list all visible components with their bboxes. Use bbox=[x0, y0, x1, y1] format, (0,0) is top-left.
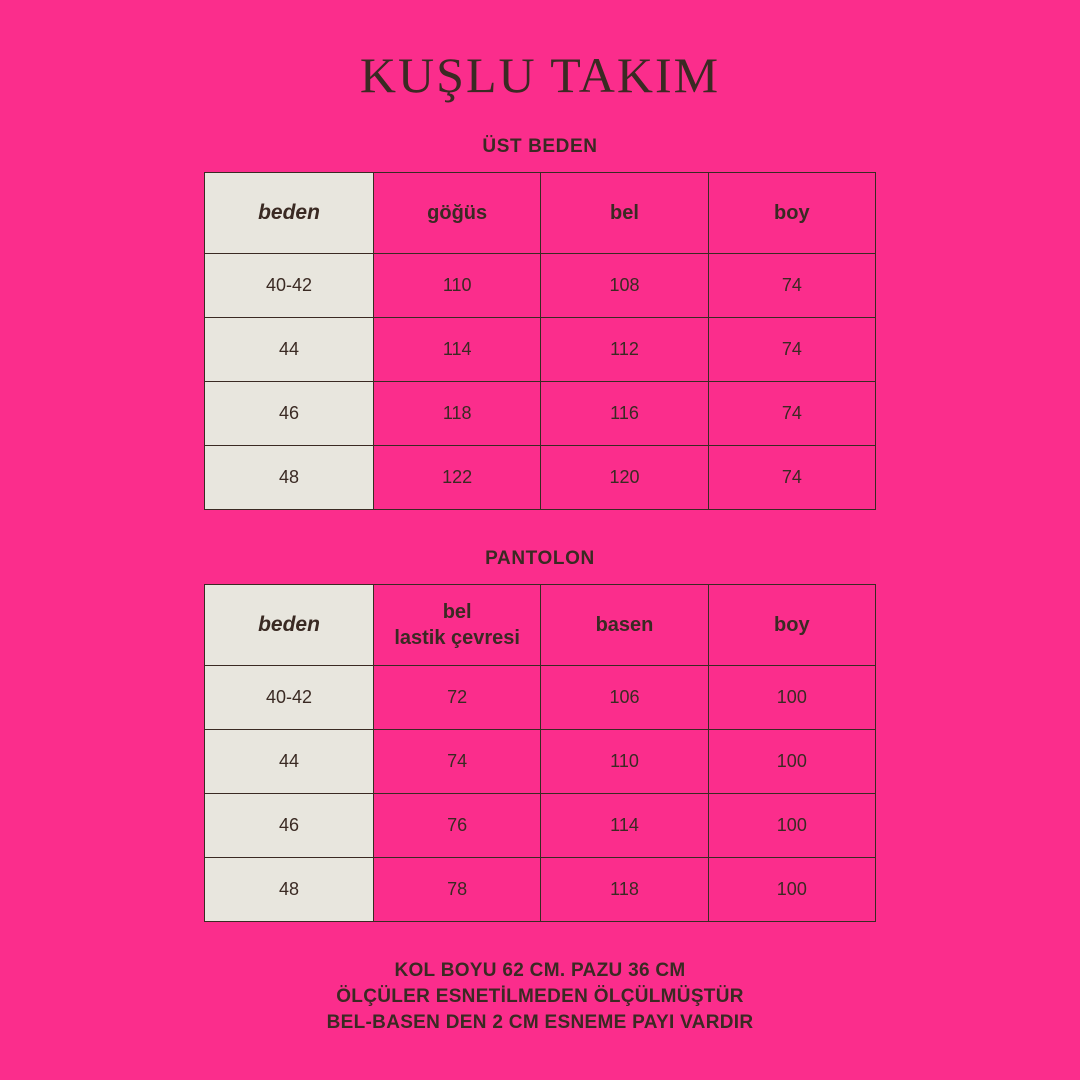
lower-size-table bbox=[204, 584, 876, 922]
cell-boy: 100 bbox=[708, 666, 875, 730]
upper-table-wrapper bbox=[204, 172, 876, 510]
header-bel-sublabel: lastik çevresi bbox=[394, 627, 520, 649]
note-line-2: ÖLÇÜLER ESNETİLMEDEN ÖLÇÜLMÜŞTÜR bbox=[336, 986, 744, 1008]
upper-size-table bbox=[204, 172, 876, 510]
table-row bbox=[205, 446, 876, 510]
cell-boy: 100 bbox=[708, 858, 875, 922]
note-line-1: KOL BOYU 62 CM. PAZU 36 CM bbox=[394, 960, 686, 981]
table-row bbox=[205, 382, 876, 446]
cell-beden: 40-42 bbox=[205, 666, 374, 730]
cell-bel: 120 bbox=[541, 446, 708, 510]
header-beden: beden bbox=[205, 173, 374, 254]
table-row bbox=[205, 858, 876, 922]
cell-bel: 72 bbox=[374, 666, 541, 730]
note-line-3: BEL-BASEN DEN 2 CM ESNEME PAYI VARDIR bbox=[326, 1012, 754, 1034]
header-bel bbox=[374, 585, 541, 666]
header-gogus: göğüs bbox=[374, 173, 541, 254]
cell-bel: 74 bbox=[374, 730, 541, 794]
cell-beden: 44 bbox=[205, 730, 374, 794]
header-boy: boy bbox=[708, 173, 875, 254]
table-row bbox=[205, 318, 876, 382]
cell-gogus: 110 bbox=[374, 254, 541, 318]
header-bel: bel bbox=[541, 173, 708, 254]
lower-table-wrapper bbox=[204, 584, 876, 922]
cell-beden: 44 bbox=[205, 318, 374, 382]
cell-gogus: 122 bbox=[374, 446, 541, 510]
cell-boy: 100 bbox=[708, 794, 875, 858]
cell-beden: 48 bbox=[205, 858, 374, 922]
cell-basen: 114 bbox=[541, 794, 708, 858]
cell-beden: 46 bbox=[205, 382, 374, 446]
table-header-row bbox=[205, 173, 876, 254]
header-bel-label: bel bbox=[442, 601, 472, 623]
table-row bbox=[205, 794, 876, 858]
cell-bel: 108 bbox=[541, 254, 708, 318]
table-row bbox=[205, 666, 876, 730]
cell-boy: 74 bbox=[708, 382, 875, 446]
cell-gogus: 118 bbox=[374, 382, 541, 446]
cell-boy: 100 bbox=[708, 730, 875, 794]
header-boy: boy bbox=[708, 585, 875, 666]
cell-beden: 48 bbox=[205, 446, 374, 510]
cell-bel: 116 bbox=[541, 382, 708, 446]
cell-boy: 74 bbox=[708, 318, 875, 382]
cell-beden: 46 bbox=[205, 794, 374, 858]
cell-bel: 76 bbox=[374, 794, 541, 858]
cell-gogus: 114 bbox=[374, 318, 541, 382]
cell-basen: 118 bbox=[541, 858, 708, 922]
header-beden: beden bbox=[205, 585, 374, 666]
cell-bel: 112 bbox=[541, 318, 708, 382]
header-basen: basen bbox=[541, 585, 708, 666]
lower-section-label: PANTOLON bbox=[485, 548, 595, 569]
cell-basen: 106 bbox=[541, 666, 708, 730]
table-row bbox=[205, 730, 876, 794]
table-row bbox=[205, 254, 876, 318]
notes-block bbox=[0, 958, 1080, 1037]
upper-section-label: ÜST BEDEN bbox=[482, 136, 598, 157]
page-title: KUŞLU TAKIM bbox=[359, 47, 721, 103]
cell-boy: 74 bbox=[708, 254, 875, 318]
cell-boy: 74 bbox=[708, 446, 875, 510]
cell-bel: 78 bbox=[374, 858, 541, 922]
table-header-row bbox=[205, 585, 876, 666]
cell-beden: 40-42 bbox=[205, 254, 374, 318]
cell-basen: 110 bbox=[541, 730, 708, 794]
